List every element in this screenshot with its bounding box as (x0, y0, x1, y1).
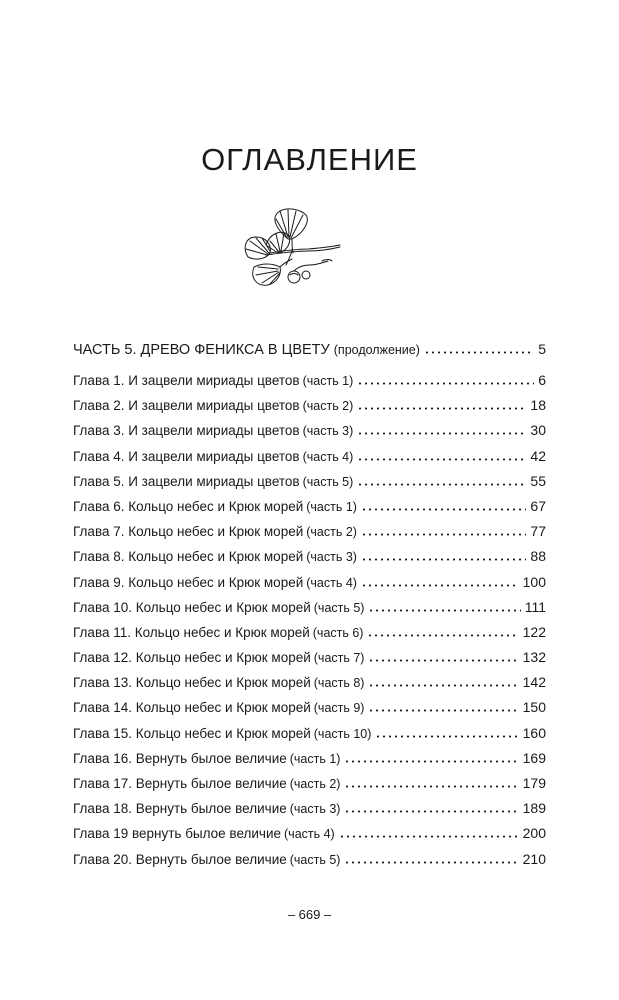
dot-leader (361, 497, 526, 511)
chapter-page-number: 132 (522, 649, 546, 666)
page-number-footer: – 669 – (287, 907, 332, 922)
chapter-title: Глава 12. Кольцо небес и Крюк морей (73, 650, 311, 666)
chapter-title: Глава 15. Кольцо небес и Крюк морей (73, 725, 311, 741)
chapter-part: (часть 3) (289, 802, 341, 817)
dot-leader (357, 421, 526, 435)
dot-leader (357, 371, 534, 385)
ginkgo-branch-illustration (236, 205, 348, 297)
chapter-page-number: 55 (530, 472, 546, 489)
dot-leader (368, 598, 520, 612)
chapter-part: (часть 1) (306, 499, 357, 514)
chapter-page-number: 111 (524, 598, 546, 615)
chapter-page-number: 42 (530, 447, 546, 464)
chapter-title: Глава 4. И зацвели мириады цветов (73, 448, 300, 464)
chapter-part: (часть 3) (302, 424, 354, 439)
chapter-title: Глава 3. И зацвели мириады цветов (73, 423, 300, 439)
toc-entry-5[interactable] (73, 472, 546, 497)
chapter-title: Глава 16. Вернуть былое величие (73, 750, 287, 766)
chapter-page-number: 169 (522, 749, 546, 766)
part-continuation-note: (продолжение) (333, 343, 420, 357)
chapter-part: (часть 5) (289, 852, 341, 867)
chapter-page-number: 18 (530, 397, 546, 414)
chapter-page-number: 210 (522, 850, 546, 867)
dot-leader (375, 724, 518, 738)
chapter-part: (часть 4) (302, 449, 354, 464)
chapter-part: (часть 2) (289, 777, 341, 791)
dot-leader (361, 573, 519, 587)
toc-entry-13[interactable] (73, 673, 546, 698)
chapter-page-number: 189 (522, 800, 546, 817)
toc-entry-7[interactable] (73, 522, 546, 547)
chapter-title: Глава 8. Кольцо небес и Крюк морей (73, 549, 304, 565)
chapter-title: Глава 18. Вернуть былое величие (73, 801, 287, 817)
chapter-part: (часть 8) (313, 676, 365, 691)
chapter-page-number: 100 (522, 573, 546, 590)
toc-entry-16[interactable] (73, 749, 546, 774)
chapter-part: (часть 7) (313, 651, 365, 666)
chapter-title: Глава 9. Кольцо небес и Крюк морей (73, 574, 304, 590)
table-of-contents (73, 371, 546, 875)
toc-entry-6[interactable] (73, 497, 546, 522)
page-title: ОГЛАВЛЕНИЕ (201, 142, 418, 177)
chapter-page-number: 67 (530, 497, 546, 514)
chapter-page-number: 77 (530, 523, 546, 540)
chapter-part: (часть 3) (306, 550, 357, 565)
chapter-page-number: 142 (522, 674, 546, 691)
chapter-page-number: 179 (522, 775, 546, 791)
toc-entry-8[interactable] (73, 547, 546, 572)
toc-entry-20[interactable] (73, 850, 546, 875)
toc-entry-11[interactable] (73, 623, 546, 648)
chapter-title: Глава 20. Вернуть былое величие (73, 851, 287, 867)
chapter-page-number: 30 (530, 422, 546, 439)
dot-leader (368, 673, 518, 687)
chapter-title: Глава 17. Вернуть былое величие (73, 776, 287, 791)
chapter-part: (часть 6) (312, 625, 364, 640)
chapter-part: (часть 4) (284, 827, 335, 842)
toc-entry-19[interactable] (73, 824, 546, 849)
dot-leader (357, 472, 526, 486)
chapter-part: (часть 5) (302, 474, 354, 489)
chapter-page-number: 6 (538, 372, 546, 388)
chapter-title: Глава 7. Кольцо небес и Крюк морей (73, 524, 304, 540)
chapter-title: Глава 5. И зацвели мириады цветов (73, 473, 300, 489)
dot-leader (361, 522, 526, 536)
toc-entry-14[interactable] (73, 698, 546, 723)
toc-entry-1[interactable] (73, 371, 546, 396)
chapter-part: (часть 10) (313, 726, 372, 741)
chapter-title: Глава 1. И зацвели мириады цветов (73, 373, 300, 388)
chapter-title: Глава 6. Кольцо небес и Крюк морей (73, 498, 304, 514)
part-page-number: 5 (538, 341, 546, 357)
dot-leader (368, 648, 518, 662)
chapter-title: Глава 2. И зацвели мириады цветов (73, 398, 300, 414)
chapter-part: (часть 4) (306, 575, 357, 590)
part-heading-row[interactable] (73, 340, 546, 358)
toc-entry-2[interactable] (73, 396, 546, 421)
toc-entry-18[interactable] (73, 799, 546, 824)
chapter-page-number: 160 (522, 724, 546, 741)
chapter-title: Глава 13. Кольцо небес и Крюк морей (73, 675, 311, 691)
dot-leader (339, 824, 519, 838)
chapter-page-number: 88 (530, 548, 546, 565)
chapter-title: Глава 11. Кольцо небес и Крюк морей (73, 624, 310, 640)
chapter-part: (часть 2) (306, 525, 357, 540)
chapter-page-number: 200 (522, 825, 546, 842)
chapter-page-number: 150 (522, 699, 546, 716)
dot-leader (344, 749, 518, 763)
toc-entry-10[interactable] (73, 598, 546, 623)
dot-leader (344, 799, 518, 813)
dot-leader (424, 340, 534, 354)
part-title: ЧАСТЬ 5. ДРЕВО ФЕНИКСА В ЦВЕТУ (73, 342, 330, 358)
dot-leader (344, 850, 518, 864)
dot-leader (367, 623, 518, 637)
chapter-part: (часть 5) (313, 600, 365, 615)
toc-entry-17[interactable] (73, 774, 546, 799)
dot-leader (344, 774, 518, 788)
chapter-part: (часть 2) (302, 399, 354, 414)
chapter-title: Глава 19 вернуть былое величие (73, 826, 282, 842)
chapter-part: (часть 1) (289, 751, 341, 766)
toc-entry-3[interactable] (73, 421, 546, 446)
chapter-part: (часть 1) (302, 374, 354, 388)
chapter-page-number: 122 (522, 623, 546, 640)
chapter-part: (часть 9) (313, 701, 365, 716)
toc-entry-4[interactable] (73, 447, 546, 472)
toc-entry-9[interactable] (73, 573, 546, 598)
chapter-title: Глава 10. Кольцо небес и Крюк морей (73, 599, 311, 615)
dot-leader (368, 698, 518, 712)
toc-entry-15[interactable] (73, 724, 546, 749)
dot-leader (357, 396, 526, 410)
dot-leader (361, 547, 526, 561)
chapter-title: Глава 14. Кольцо небес и Крюк морей (73, 700, 311, 716)
toc-entry-12[interactable] (73, 648, 546, 673)
dot-leader (357, 447, 526, 461)
